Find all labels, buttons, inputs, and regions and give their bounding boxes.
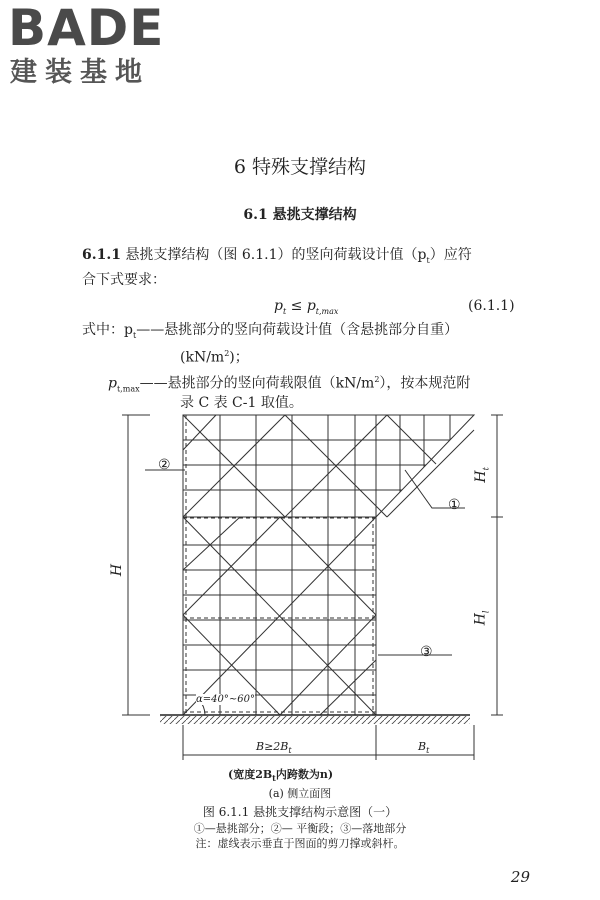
formula-operator: ≤ p — [286, 298, 316, 314]
ground-hatch — [160, 716, 470, 724]
def2-text-end: ），按本规范附 — [379, 375, 471, 392]
callout-2: ② — [158, 457, 171, 473]
clause-line2: 合下式要求： — [82, 272, 166, 288]
def1-unit-sup: 2 — [224, 349, 230, 358]
dim-Ht-sub: t — [481, 467, 491, 471]
figure-caption: 图 6.1.1 悬挑支撑结构示意图（一） — [202, 805, 398, 819]
def2-text: ——悬挑部分的竖向荷载限值（kN/m — [139, 375, 375, 392]
figure-subcaption: (a) 侧立面图 — [268, 787, 332, 800]
dim-Bt-sub: t — [426, 746, 430, 756]
dim-B-text: B≥2B — [256, 740, 289, 753]
dim-B-label — [256, 740, 292, 755]
definition-2-line2: 录 C 表 C-1 取值。 — [180, 395, 303, 411]
logo-brand: BADE — [8, 0, 165, 57]
dim-Hl-letter: H — [472, 613, 489, 626]
def1-text: ——悬挑部分的竖向荷载设计值（含悬挑部分自重） — [136, 322, 459, 338]
logo-subtitle: 建装基地 — [10, 57, 150, 88]
angle-label: α=40°~60° — [196, 694, 255, 705]
dim-Hl-label — [470, 611, 496, 626]
dim-Bt-label — [418, 740, 429, 755]
dim-B-sub: t — [288, 746, 292, 756]
def2-text-sup: 2 — [374, 375, 380, 384]
scaffold-frame — [183, 415, 474, 715]
formula-number: (6.1.1) — [468, 298, 515, 314]
formula-left-sub: t — [282, 306, 287, 316]
formula-right-sub: t,max — [315, 306, 339, 316]
width-note-end: 内跨数为n) — [275, 768, 334, 781]
dim-Ht-letter: H — [472, 470, 489, 483]
figure-note: 注：虚线表示垂直于图面的剪刀撑或斜杆。 — [195, 837, 405, 850]
callout-1: ① — [448, 497, 461, 513]
clause-number: 6.1.1 — [82, 247, 121, 263]
width-note-sub: t — [272, 773, 276, 784]
where-label-sub: t — [132, 330, 137, 340]
width-note-text: (宽度2B — [228, 768, 273, 781]
clause-text-line1: 悬挑支撑结构（图 6.1.1）的竖向荷载设计值（p — [125, 247, 427, 263]
chapter-title: 6 特殊支撑结构 — [233, 156, 367, 178]
page-number: 29 — [510, 868, 530, 886]
def2-symbol: p — [108, 375, 117, 392]
dim-Hl-sub: l — [481, 610, 491, 614]
def2-symbol-sub: t,max — [116, 384, 140, 394]
where-label: 式中：p — [82, 322, 133, 338]
dimension-right — [491, 415, 503, 715]
clause-text-line1-sub: t — [426, 255, 430, 265]
figure-legend: ①—悬挑部分；②— 平衡段；③—落地部分 — [193, 822, 407, 835]
def1-unit-end: )； — [229, 349, 249, 366]
clause-text-line1-end: ）应符 — [429, 247, 472, 263]
dim-Bt-text: B — [418, 740, 427, 753]
dim-Ht-label — [471, 467, 497, 482]
def1-unit: (kN/m — [180, 349, 225, 366]
width-note — [228, 766, 333, 783]
section-title: 6.1 悬挑支撑结构 — [243, 207, 357, 223]
formula-left: p — [274, 298, 283, 314]
callout-3: ③ — [420, 644, 433, 660]
dimension-bottom — [183, 725, 474, 760]
callout-leaders — [145, 470, 465, 655]
dim-H-label: H — [109, 563, 126, 577]
